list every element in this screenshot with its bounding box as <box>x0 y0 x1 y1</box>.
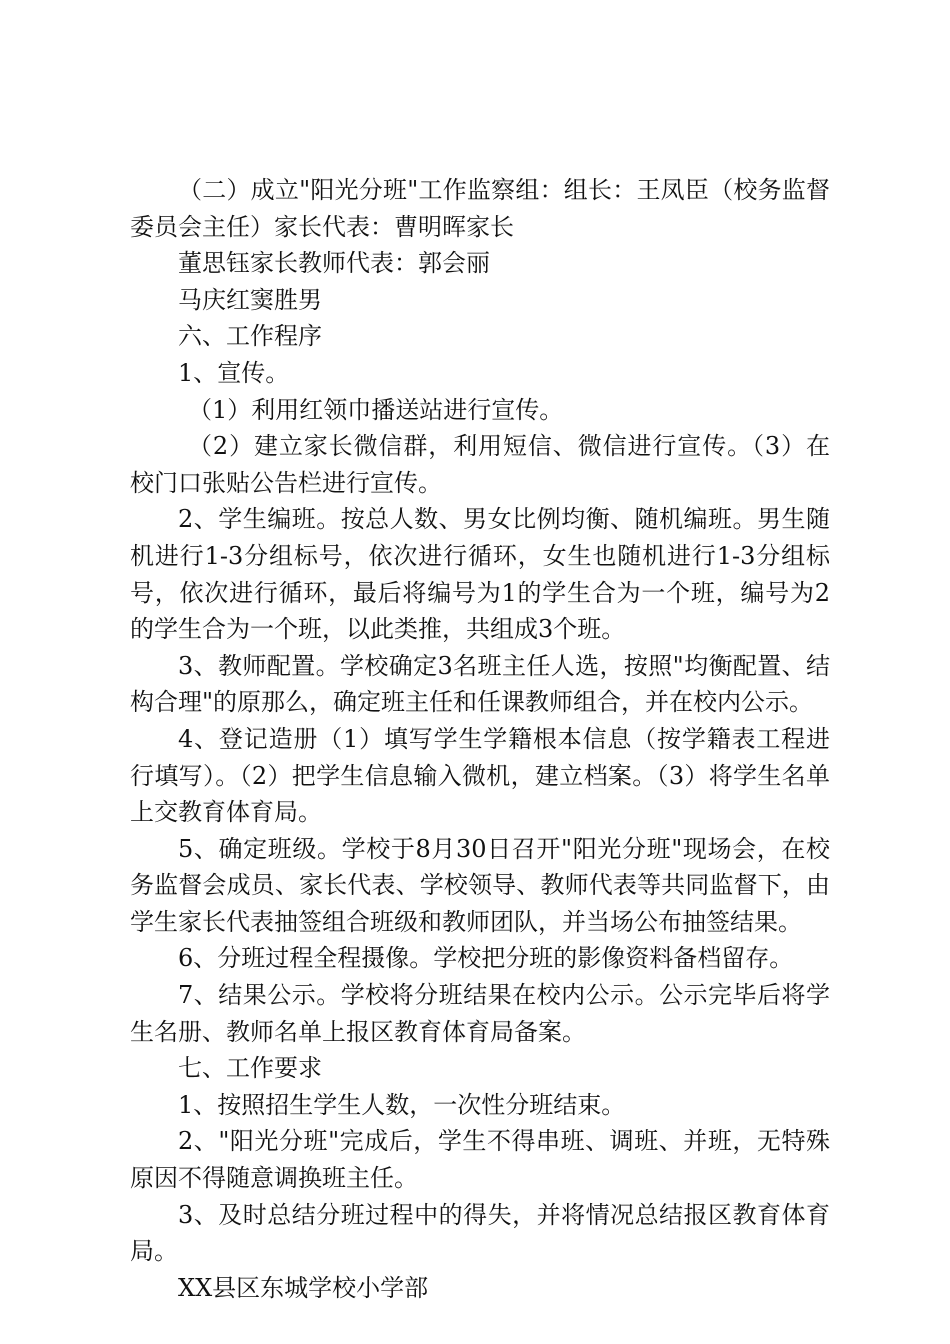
signature-school-name: XX县区东城学校小学部 <box>178 1273 429 1302</box>
paragraph-video-recording: 6、分班过程全程摄像。学校把分班的影像资料备档留存。 <box>178 944 794 973</box>
paragraph-requirement-3: 3、及时总结分班过程中的得失，并将情况总结报区教育体育局。 <box>130 1200 830 1266</box>
paragraph-publicity: 1、宣传。 <box>178 358 290 387</box>
paragraph-teacher-allocation: 3、教师配置。学校确定3名班主任人选，按照"均衡配置、结构合理"的原那么，确定班主任和任课教师组合，并在校内公示。 <box>130 651 830 717</box>
paragraph-supervision-group: （二）成立"阳光分班"工作监察组：组长：王凤臣（校务监督委员会主任）家长代表：曹明晖家长 <box>130 176 830 241</box>
paragraph-class-confirmation: 5、确定班级。学校于8月30日召开"阳光分班"现场会，在校务监督会成员、家长代表、学校领导、教师代表等共同监督下，由学生家长代表抽签组合班级和教师团队，并当场公布抽签结果。 <box>130 834 830 936</box>
paragraph-publicity-radio: （1）利用红领巾播送站进行宣传。 <box>188 395 564 424</box>
paragraph-teacher-names: 马庆红窦胜男 <box>178 285 322 314</box>
paragraph-result-publication: 7、结果公示。学校将分班结果在校内公示。公示完毕后将学生名册、教师名单上报区教育体育局备案。 <box>130 981 830 1046</box>
paragraph-requirement-1: 1、按照招生学生人数，一次性分班结束。 <box>178 1090 626 1119</box>
document-body <box>130 172 830 1306</box>
paragraph-parent-teacher-reps: 董思钰家长教师代表：郭会丽 <box>178 249 490 278</box>
section-heading-procedure: 六、工作程序 <box>178 322 322 351</box>
paragraph-publicity-wechat: （2）建立家长微信群，利用短信、微信进行宣传。（3）在校门口张贴公告栏进行宣传。 <box>130 432 830 497</box>
paragraph-student-grouping: 2、学生编班。按总人数、男女比例均衡、随机编班。男生随机进行1-3分组标号，依次进行循环，女生也随机进行1-3分组标号，依次进行循环，最后将编号为1的学生合为一个班，编号为2的学生合为一个班，以此类推，共组成3个班。 <box>130 505 830 644</box>
section-heading-requirements: 七、工作要求 <box>178 1054 322 1083</box>
paragraph-registration: 4、登记造册（1）填写学生学籍根本信息（按学籍表工程进行填写）。（2）把学生信息输入微机，建立档案。（3）将学生名单上交教育体育局。 <box>130 724 830 827</box>
paragraph-requirement-2: 2、"阳光分班"完成后，学生不得串班、调班、并班，无特殊原因不得随意调换班主任。 <box>130 1127 830 1193</box>
